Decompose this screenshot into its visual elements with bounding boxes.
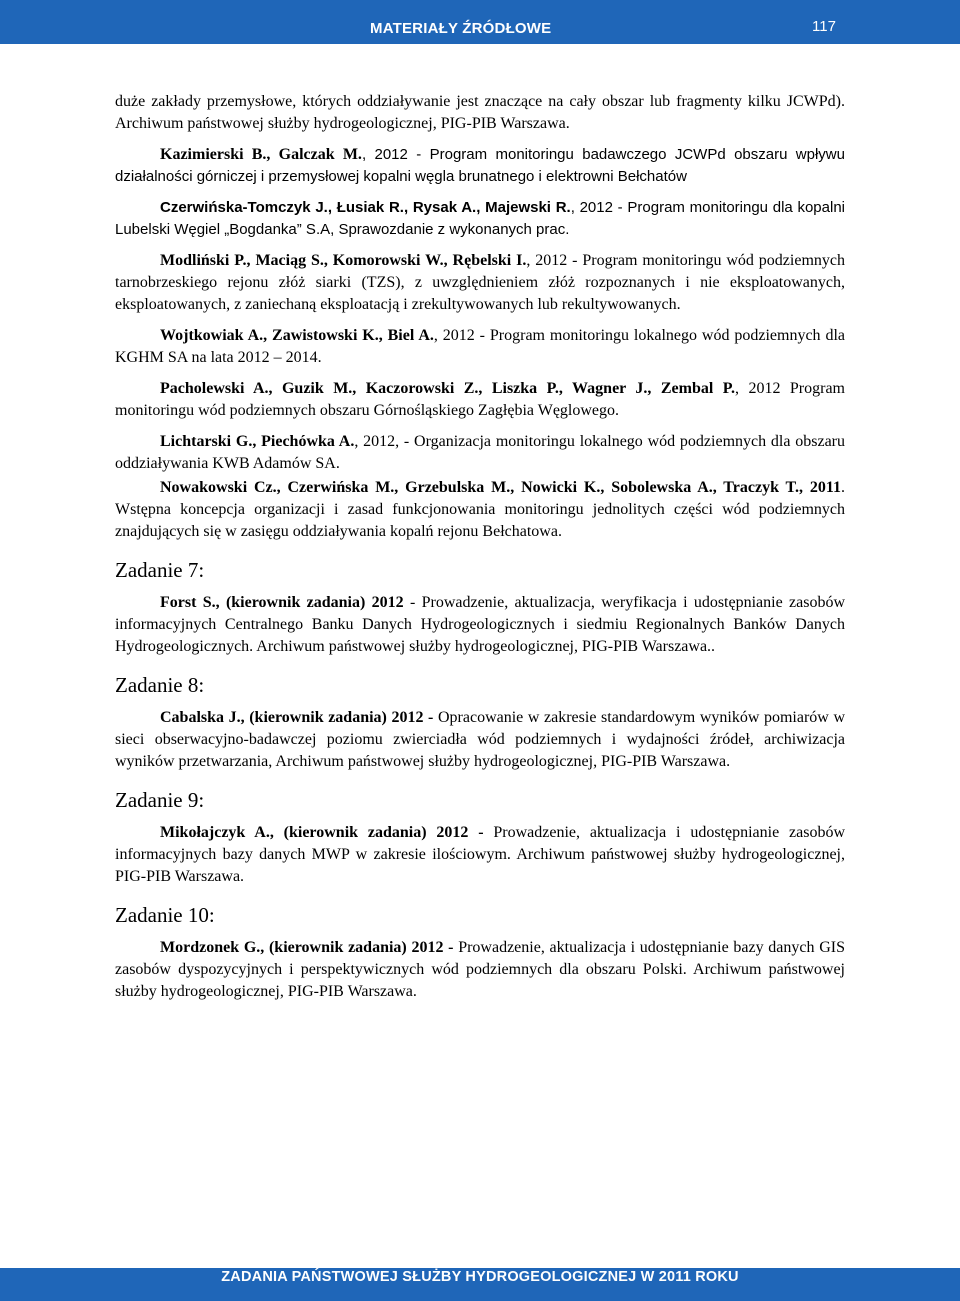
reference-entry-continuation xyxy=(115,91,845,135)
reference-entry xyxy=(115,144,845,188)
reference-text: , 2012, - Organizacja monitoringu lokalnego wód podziemnych dla obszaru oddziaływania KWB Adamów SA. xyxy=(115,433,845,472)
reference-text: , 2012 - Program monitoringu wód podziemnych tarnobrzeskiego rejonu złóż siarki (TZS), z uwzględnieniem złóż rozpoznanych i nie eksploatowanych, eksploatowanych, z zaniechaną eksploatacją i zrekultywowanych lub rekultywowanych. xyxy=(115,252,846,313)
reference-text: , 2012 Program monitoringu wód podziemnych obszaru Górnośląskiego Zagłębia Węglowego. xyxy=(115,380,845,419)
task-entry xyxy=(115,937,845,1003)
task-heading: Zadanie 9: xyxy=(115,788,205,812)
task-author: Mikołajczyk A., (kierownik zadania) 2012 - xyxy=(160,824,484,841)
task-entry xyxy=(115,707,845,773)
footer-title: ZADANIA PAŃSTWOWEJ SŁUŻBY HYDROGEOLOGICZNEJ W 2011 ROKU xyxy=(221,1269,739,1285)
reference-entry xyxy=(115,325,845,369)
reference-text: . Wstępna koncepcja organizacji i zasad funkcjonowania monitoringu jednolitych części wód podziemnych znajdujących się w zasięgu oddziaływania kopalń rejonu Bełchatowa. xyxy=(115,479,845,540)
reference-authors: Kazimierski B., Galczak M. xyxy=(160,146,362,163)
header-title: MATERIAŁY ŹRÓDŁOWE xyxy=(370,20,552,37)
task-text: Opracowanie w zakresie standardowym wyników pomiarów w sieci obserwacyjno-badawczej poziomu zwierciadła wód podziemnych i wydajności źródeł, archiwizacja wyników przetwarzania, Archiwum państwowej służby hydrogeologicznej, PIG-PIB Warszawa. xyxy=(115,709,846,770)
reference-entry xyxy=(115,477,845,543)
reference-authors: Nowakowski Cz., Czerwińska M., Grzebulska M., Nowicki K., Sobolewska A., Traczyk T., 2011 xyxy=(160,479,841,496)
page-content xyxy=(115,91,845,1003)
task-entry xyxy=(115,822,845,888)
task-author: Mordzonek G., (kierownik zadania) 2012 - xyxy=(160,939,454,956)
task-author: Cabalska J., (kierownik zadania) 2012 - xyxy=(160,709,434,726)
reference-text: , 2012 - Program monitoringu badawczego JCWPd obszaru wpływu działalności górniczej i przemysłowej kopalni węgla brunatnego i elektrowni Bełchatów xyxy=(115,146,845,185)
reference-entry xyxy=(115,431,845,475)
task-text: Prowadzenie, aktualizacja i udostępnianie zasobów informacyjnych bazy danych MWP w zakresie ilościowym. Archiwum państwowej służby hydrogeologicznej, PIG-PIB Warszawa. xyxy=(115,824,846,885)
reference-authors: Pacholewski A., Guzik M., Kaczorowski Z., Liszka P., Wagner J., Zembal P. xyxy=(160,380,736,397)
reference-text: duże zakłady przemysłowe, których oddziaływanie jest znaczące na cały obszar lub fragmenty kilku JCWPd). Archiwum państwowej służby hydrogeologicznej, PIG-PIB Warszawa. xyxy=(115,93,845,132)
reference-authors: Modliński P., Maciąg S., Komorowski W., Rębelski I. xyxy=(160,252,527,269)
reference-entry xyxy=(115,378,845,422)
task-entry xyxy=(115,592,845,658)
task-text: Prowadzenie, aktualizacja i udostępnianie bazy danych GIS zasobów dyspozycyjnych i perspektywicznych wód podziemnych dla obszaru Polski. Archiwum państwowej służby hydrogeologicznej, PIG-PIB Warszawa. xyxy=(115,939,845,1000)
reference-authors: Czerwińska-Tomczyk J., Łusiak R., Rysak A., Majewski R. xyxy=(160,199,571,216)
task-author: Forst S., (kierownik zadania) 2012 xyxy=(160,594,404,611)
reference-authors: Wojtkowiak A., Zawistowski K., Biel A. xyxy=(160,327,434,344)
reference-entry xyxy=(115,250,845,316)
reference-text: , 2012 - Program monitoringu dla kopalni Lubelski Węgiel „Bogdanka” S.A, Sprawozdanie z wykonanych prac. xyxy=(115,199,846,238)
reference-authors: Lichtarski G., Piechówka A. xyxy=(160,433,355,450)
reference-entry xyxy=(115,197,845,241)
task-text: - Prowadzenie, aktualizacja, weryfikacja i udostępnianie zasobów informacyjnych Centralnego Banku Danych Hydrogeologicznych i siedmiu Regionalnych Banków Danych Hydrogeologicznych. Archiwum państwowej służby hydrogeologicznej, PIG-PIB Warszawa.. xyxy=(115,594,845,655)
task-heading: Zadanie 10: xyxy=(115,903,215,927)
page-number: 117 xyxy=(812,18,836,35)
reference-text: , 2012 - Program monitoringu lokalnego wód podziemnych dla KGHM SA na lata 2012 – 2014. xyxy=(115,327,845,366)
task-heading: Zadanie 8: xyxy=(115,673,205,697)
task-heading: Zadanie 7: xyxy=(115,558,205,582)
